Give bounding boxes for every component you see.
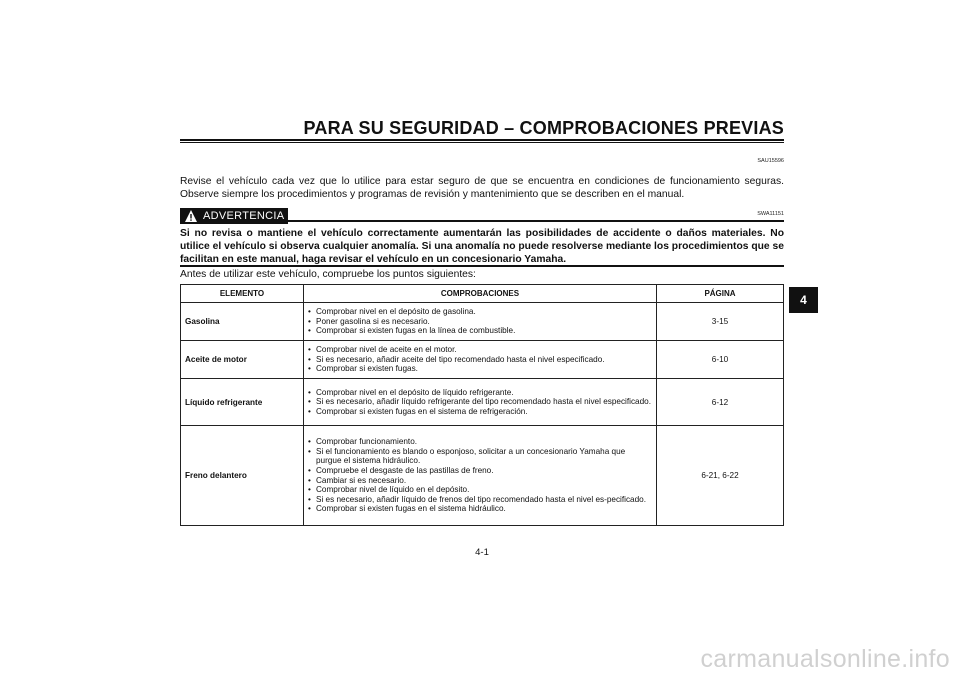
warning-label bbox=[180, 208, 288, 224]
header-comprobaciones: COMPROBACIONES bbox=[304, 285, 657, 303]
check-item: • Comprobar nivel de líquido en el depósito. bbox=[308, 485, 652, 495]
row-page: 6-10 bbox=[657, 341, 784, 379]
check-item: • Compruebe el desgaste de las pastillas de freno. bbox=[308, 466, 652, 476]
warning-label-text: ADVERTENCIA bbox=[203, 210, 285, 222]
check-item: • Comprobar funcionamiento. bbox=[308, 437, 652, 447]
warning-code: SWA11151 bbox=[757, 211, 784, 217]
page-title: PARA SU SEGURIDAD – COMPROBACIONES PREVIAS bbox=[303, 118, 784, 138]
check-item: • Comprobar si existen fugas en el sistema hidráulico. bbox=[308, 504, 652, 514]
check-item: • Cambiar si es necesario. bbox=[308, 476, 652, 486]
check-item: • Comprobar nivel de aceite en el motor. bbox=[308, 345, 652, 355]
row-element: Aceite de motor bbox=[181, 341, 304, 379]
checklist-intro: Antes de utilizar este vehículo, compruebe los puntos siguientes: bbox=[180, 269, 476, 280]
warning-rule bbox=[288, 220, 784, 222]
table-row bbox=[181, 379, 784, 426]
row-element: Líquido refrigerante bbox=[181, 379, 304, 426]
intro-paragraph: Revise el vehículo cada vez que lo utilice para estar seguro de que se encuentra en condiciones de funcionamiento seguras. Observe siempre los procedimientos y programas de revisión y mantenimiento que se describen en el manual. bbox=[180, 176, 784, 200]
row-checks bbox=[304, 341, 657, 379]
table-row bbox=[181, 426, 784, 526]
checks-table bbox=[180, 284, 784, 526]
check-item: • Si es necesario, añadir aceite del tipo recomendado hasta el nivel especificado. bbox=[308, 355, 652, 365]
row-page: 6-21, 6-22 bbox=[657, 426, 784, 526]
table-row bbox=[181, 303, 784, 341]
header-elemento: ELEMENTO bbox=[181, 285, 304, 303]
row-page: 3-15 bbox=[657, 303, 784, 341]
check-item: • Comprobar si existen fugas en la línea de combustible. bbox=[308, 326, 652, 336]
warning-icon bbox=[184, 209, 198, 223]
check-item: • Si es necesario, añadir líquido de frenos del tipo recomendado hasta el nivel es-pecificado. bbox=[308, 495, 652, 505]
row-checks bbox=[304, 426, 657, 526]
row-checks bbox=[304, 379, 657, 426]
watermark: carmanualsonline.info bbox=[700, 645, 950, 673]
check-item: • Comprobar si existen fugas en el sistema de refrigeración. bbox=[308, 407, 652, 417]
check-item: • Comprobar nivel en el depósito de gasolina. bbox=[308, 307, 652, 317]
page-number: 4-1 bbox=[475, 547, 489, 558]
row-page: 6-12 bbox=[657, 379, 784, 426]
chapter-tab: 4 bbox=[789, 287, 818, 313]
title-rule bbox=[180, 139, 784, 141]
row-element: Freno delantero bbox=[181, 426, 304, 526]
warning-end-rule bbox=[180, 265, 784, 267]
table-row bbox=[181, 341, 784, 379]
row-element: Gasolina bbox=[181, 303, 304, 341]
header-pagina: PÁGINA bbox=[657, 285, 784, 303]
row-checks bbox=[304, 303, 657, 341]
check-item: • Si es necesario, añadir líquido refrigerante del tipo recomendado hasta el nivel especificado. bbox=[308, 397, 652, 407]
title-rule-thin bbox=[180, 142, 784, 143]
section-code: SAU15596 bbox=[757, 158, 784, 164]
check-item: • Comprobar nivel en el depósito de líquido refrigerante. bbox=[308, 388, 652, 398]
check-item: • Comprobar si existen fugas. bbox=[308, 364, 652, 374]
warning-text: Si no revisa o mantiene el vehículo correctamente aumentarán las posibilidades de accidente o daños materiales. No utilice el vehículo si observa cualquier anomalía. Si una anomalía no puede resolverse mediante los procedimientos que se facilitan en este manual, haga revisar el vehículo en un concesionario Yamaha. bbox=[180, 228, 784, 265]
table-header-row bbox=[181, 285, 784, 303]
check-item: • Si el funcionamiento es blando o esponjoso, solicitar a un concesionario Yamaha que purgue el sistema hidráulico. bbox=[308, 447, 652, 466]
check-item: • Poner gasolina si es necesario. bbox=[308, 317, 652, 327]
